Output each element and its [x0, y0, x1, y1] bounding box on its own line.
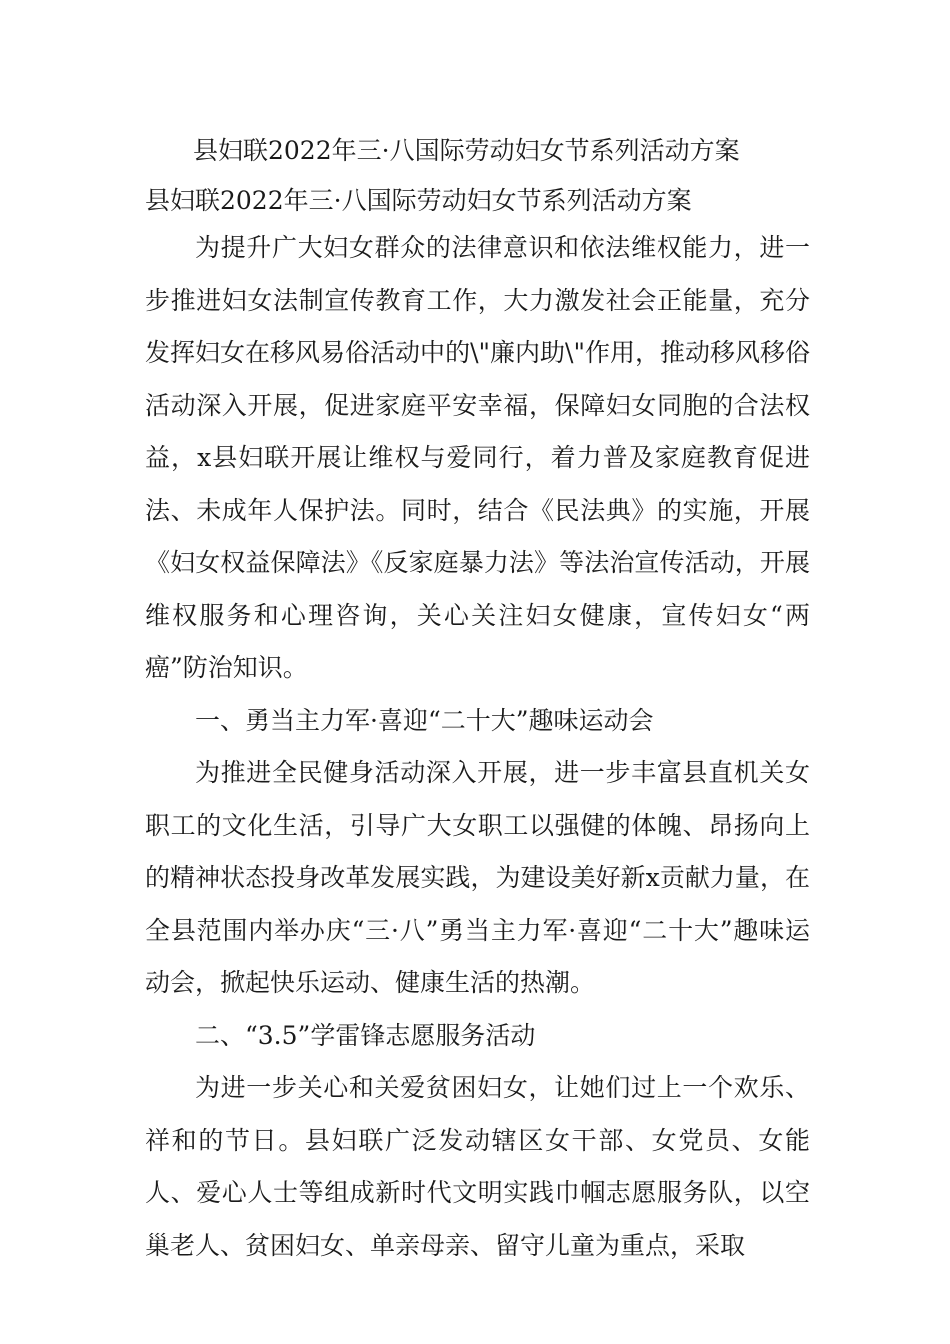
- intro-paragraph: 为提升广大妇女群众的法律意识和依法维权能力，进一步推进妇女法制宣传教育工作，大力激发社会正能量，充分发挥妇女在移风易俗活动中的\"廉内助\"作用，推动移风移俗活动深入开展，促进家庭平安幸福，保障妇女同胞的合法权益，x县妇联开展让维权与爱同行，着力普及家庭教育促进法、未成年人保护法。同时，结合《民法典》的实施，开展《妇女权益保障法》《反家庭暴力法》等法治宣传活动，开展维权服务和心理咨询，关心关注妇女健康，宣传妇女“两癌”防治知识。: [145, 233, 810, 682]
- document-body: [145, 222, 810, 1272]
- document-title: 县妇联2022年三·八国际劳动妇女节系列活动方案: [193, 136, 740, 165]
- document-subtitle: 县妇联2022年三·八国际劳动妇女节系列活动方案: [145, 186, 692, 215]
- section-2-paragraph: 为进一步关心和关爱贫困妇女，让她们过上一个欢乐、祥和的节日。县妇联广泛发动辖区女干部、女党员、女能人、爱心人士等组成新时代文明实践巾帼志愿服务队，以空巢老人、贫困妇女、单亲母亲、留守儿童为重点，采取: [145, 1073, 810, 1260]
- section-2-heading: 二、“3.5”学雷锋志愿服务活动: [195, 1020, 536, 1050]
- section-1-heading: 一、勇当主力军·喜迎“二十大”趣味运动会: [195, 705, 654, 735]
- section-1-paragraph: 为推进全民健身活动深入开展，进一步丰富县直机关女职工的文化生活，引导广大女职工以强健的体魄、昂扬向上的精神状态投身改革发展实践，为建设美好新x贡献力量，在全县范围内举办庆“三·八”勇当主力军·喜迎“二十大”趣味运动会，掀起快乐运动、健康生活的热潮。: [145, 758, 810, 997]
